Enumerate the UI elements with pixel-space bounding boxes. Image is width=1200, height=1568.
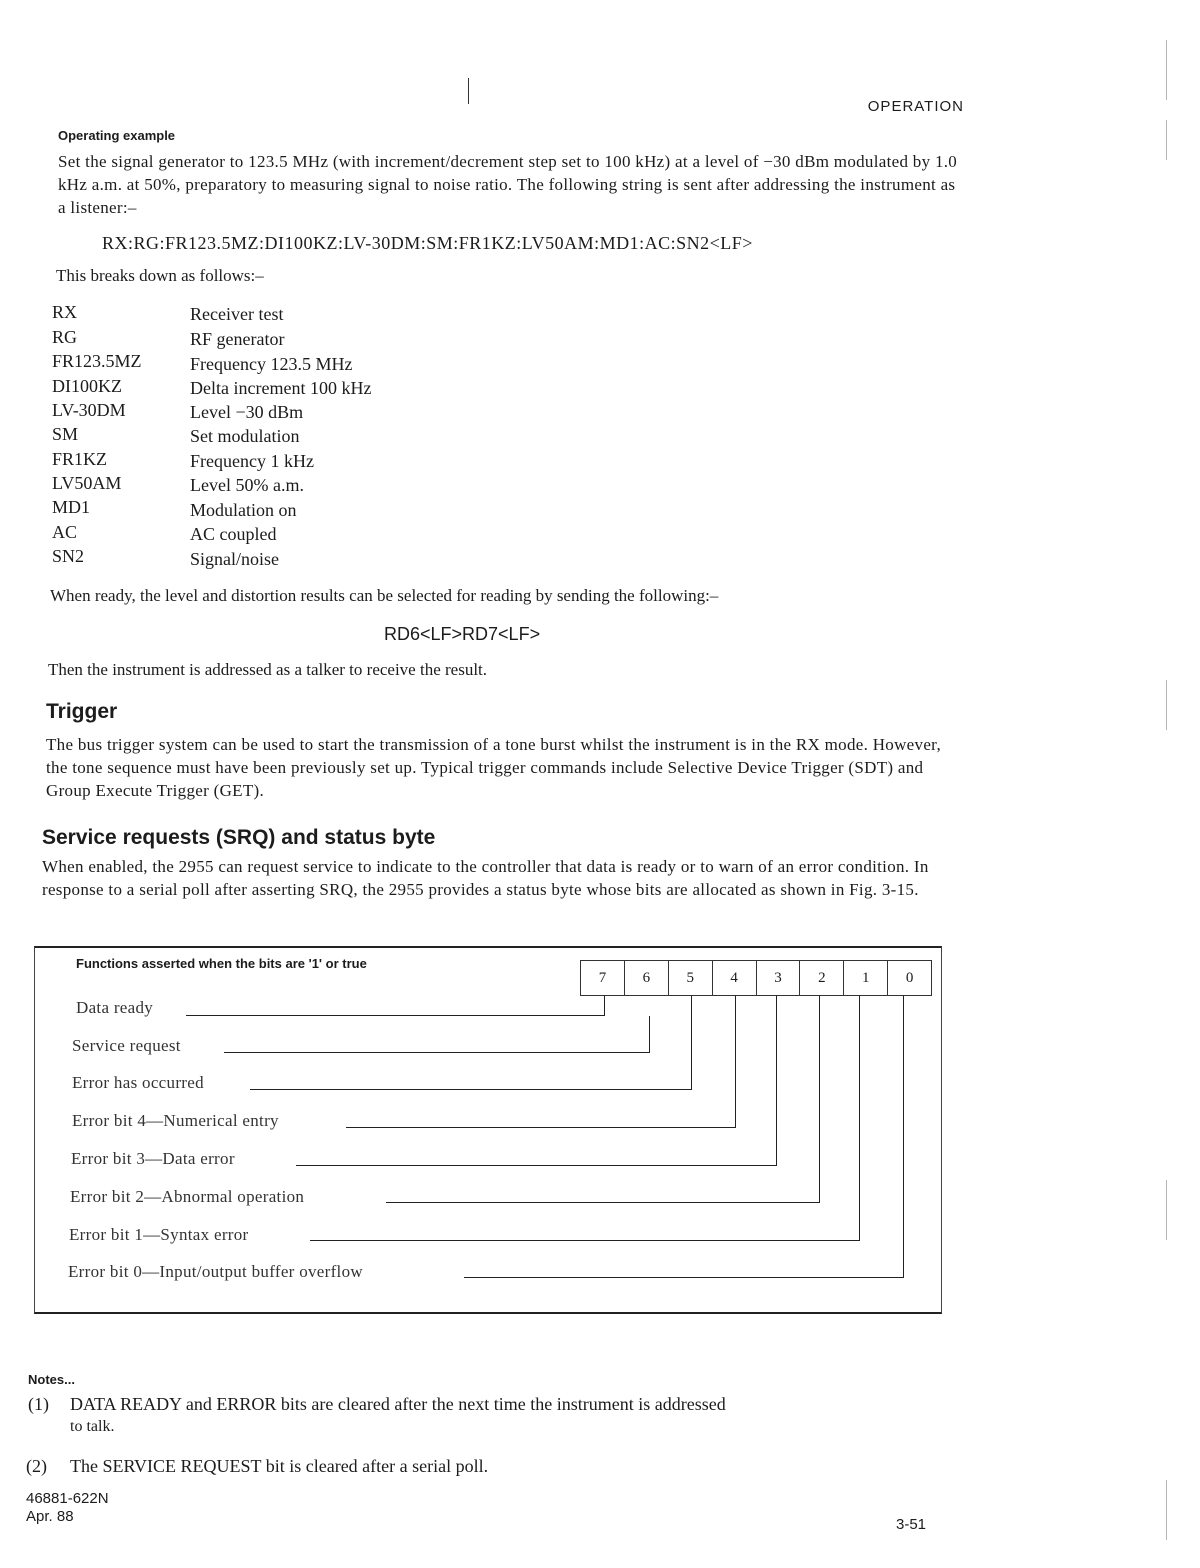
breakdown-meaning: AC coupled bbox=[190, 524, 277, 544]
scan-edge-mark bbox=[1166, 680, 1167, 730]
breakdown-meaning: Level 50% a.m. bbox=[190, 475, 304, 495]
breakdown-meaning: Set modulation bbox=[190, 426, 300, 446]
breakdown-code: DI100KZ bbox=[52, 376, 122, 396]
function-label: Error bit 3—Data error bbox=[71, 1149, 235, 1168]
bit-cell: 1 bbox=[844, 961, 888, 995]
operating-example-label: Operating example bbox=[58, 128, 176, 143]
breakdown-code: FR123.5MZ bbox=[52, 351, 142, 371]
scan-edge-mark bbox=[1166, 120, 1167, 160]
function-label: Error bit 2—Abnormal operation bbox=[70, 1187, 305, 1206]
breakdown-meaning: Frequency 1 kHz bbox=[190, 451, 314, 471]
status-byte-register bbox=[580, 960, 932, 996]
leader-line-bit-1 bbox=[310, 1240, 859, 1241]
breakdown-meaning: RF generator bbox=[190, 329, 285, 349]
function-label: Error bit 1—Syntax error bbox=[69, 1225, 249, 1244]
scan-edge-mark bbox=[1166, 1180, 1167, 1240]
leader-line-bit-7 bbox=[186, 1015, 604, 1016]
trigger-heading: Trigger bbox=[46, 700, 118, 723]
leader-line-bit-2 bbox=[819, 995, 820, 1203]
breakdown-code: RX bbox=[52, 302, 78, 322]
leader-line-bit-0 bbox=[464, 1277, 903, 1278]
function-label: Error bit 4—Numerical entry bbox=[72, 1111, 279, 1130]
breakdown-code: LV50AM bbox=[52, 473, 122, 493]
leader-line-bit-4 bbox=[346, 1127, 735, 1128]
scan-mark bbox=[468, 78, 469, 104]
function-label: Error bit 0—Input/output buffer overflow bbox=[68, 1262, 363, 1281]
read-command: RD6<LF>RD7<LF> bbox=[384, 624, 541, 644]
breakdown-code: SN2 bbox=[52, 546, 85, 566]
breakdown-code: FR1KZ bbox=[52, 449, 108, 469]
leader-line-bit-1 bbox=[859, 995, 860, 1241]
note-text: The SERVICE REQUEST bit is cleared after a serial poll. bbox=[70, 1456, 489, 1476]
breakdown-meaning: Signal/noise bbox=[190, 549, 279, 569]
note-text: DATA READY and ERROR bits are cleared after the next time the instrument is addressed bbox=[70, 1394, 726, 1414]
figure-title: Functions asserted when the bits are '1' or true bbox=[76, 956, 367, 971]
breakdown-code: MD1 bbox=[52, 497, 91, 517]
leader-line-bit-6 bbox=[224, 1052, 649, 1053]
breakdown-code: LV-30DM bbox=[52, 400, 126, 420]
breakdown-meaning: Receiver test bbox=[190, 304, 284, 324]
leader-line-bit-3 bbox=[296, 1165, 776, 1166]
function-label: Error has occurred bbox=[72, 1073, 204, 1092]
talker-text: Then the instrument is addressed as a talker to receive the result. bbox=[48, 660, 488, 679]
bit-cell: 2 bbox=[800, 961, 844, 995]
ready-text: When ready, the level and distortion results can be selected for reading by sending the following:– bbox=[50, 586, 719, 605]
leader-line-bit-5 bbox=[691, 995, 692, 1090]
bit-cell: 0 bbox=[905, 970, 914, 986]
leader-line-bit-2 bbox=[386, 1202, 819, 1203]
trigger-body: The bus trigger system can be used to start the transmission of a tone burst whilst the instrument is in the RX mode. However, the tone sequence must have been previously set up. Typical trigger commands include Selective Device Trigger (SDT) and Group Execute Trigger (GET). bbox=[46, 735, 941, 800]
note-number: (2) bbox=[26, 1456, 47, 1476]
notes-label: Notes... bbox=[28, 1372, 75, 1387]
function-label: Data ready bbox=[76, 998, 154, 1017]
breakdown-meaning: Delta increment 100 kHz bbox=[190, 378, 372, 398]
function-label: Service request bbox=[72, 1036, 181, 1055]
example-command: RX:RG:FR123.5MZ:DI100KZ:LV-30DM:SM:FR1KZ:LV50AM:MD1:AC:SN2<LF> bbox=[102, 233, 753, 253]
srq-body: When enabled, the 2955 can request service to indicate to the controller that data is ready or to warn of an error condition. In response to a serial poll after asserting SRQ, the 2955 provides a status byte whose bits are allocated as shown in Fig. 3-15. bbox=[42, 857, 929, 899]
bit-cell: 5 bbox=[669, 961, 713, 995]
section-header: OPERATION bbox=[867, 98, 964, 115]
bit-cell: 3 bbox=[757, 961, 801, 995]
bit-cell: 7 bbox=[581, 961, 625, 995]
breakdown-label: This breaks down as follows:– bbox=[56, 266, 264, 285]
note-number: (1) bbox=[28, 1394, 49, 1414]
note-text-continued: to talk. bbox=[70, 1418, 115, 1435]
srq-heading: Service requests (SRQ) and status byte bbox=[42, 826, 436, 849]
breakdown-meaning: Modulation on bbox=[190, 500, 297, 520]
example-intro: Set the signal generator to 123.5 MHz (with increment/decrement step set to 100 kHz) at a level of −30 dBm modulated by 1.0 kHz a.m. at 50%, preparatory to measuring signal to noise ratio. The following string is sent after addressing the instrument as a listener:– bbox=[58, 152, 958, 217]
breakdown-meaning: Level −30 dBm bbox=[190, 402, 304, 422]
page-number: 3-51 bbox=[896, 1516, 927, 1533]
leader-line-bit-7 bbox=[604, 995, 605, 1016]
leader-line-bit-0 bbox=[903, 995, 904, 1278]
leader-line-bit-6 bbox=[649, 1016, 650, 1053]
scan-edge-mark bbox=[1166, 40, 1167, 100]
leader-line-bit-4 bbox=[735, 995, 736, 1128]
scan-edge-mark bbox=[1166, 1480, 1167, 1540]
breakdown-meaning: Frequency 123.5 MHz bbox=[190, 354, 353, 374]
bit-cell: 6 bbox=[625, 961, 669, 995]
doc-date: Apr. 88 bbox=[26, 1508, 74, 1525]
breakdown-code: AC bbox=[52, 522, 78, 542]
leader-line-bit-3 bbox=[776, 995, 777, 1166]
bit-cell: 4 bbox=[713, 961, 757, 995]
doc-number: 46881-622N bbox=[26, 1490, 109, 1507]
leader-line-bit-5 bbox=[250, 1089, 691, 1090]
breakdown-code: RG bbox=[52, 327, 78, 347]
breakdown-code: SM bbox=[52, 424, 79, 444]
